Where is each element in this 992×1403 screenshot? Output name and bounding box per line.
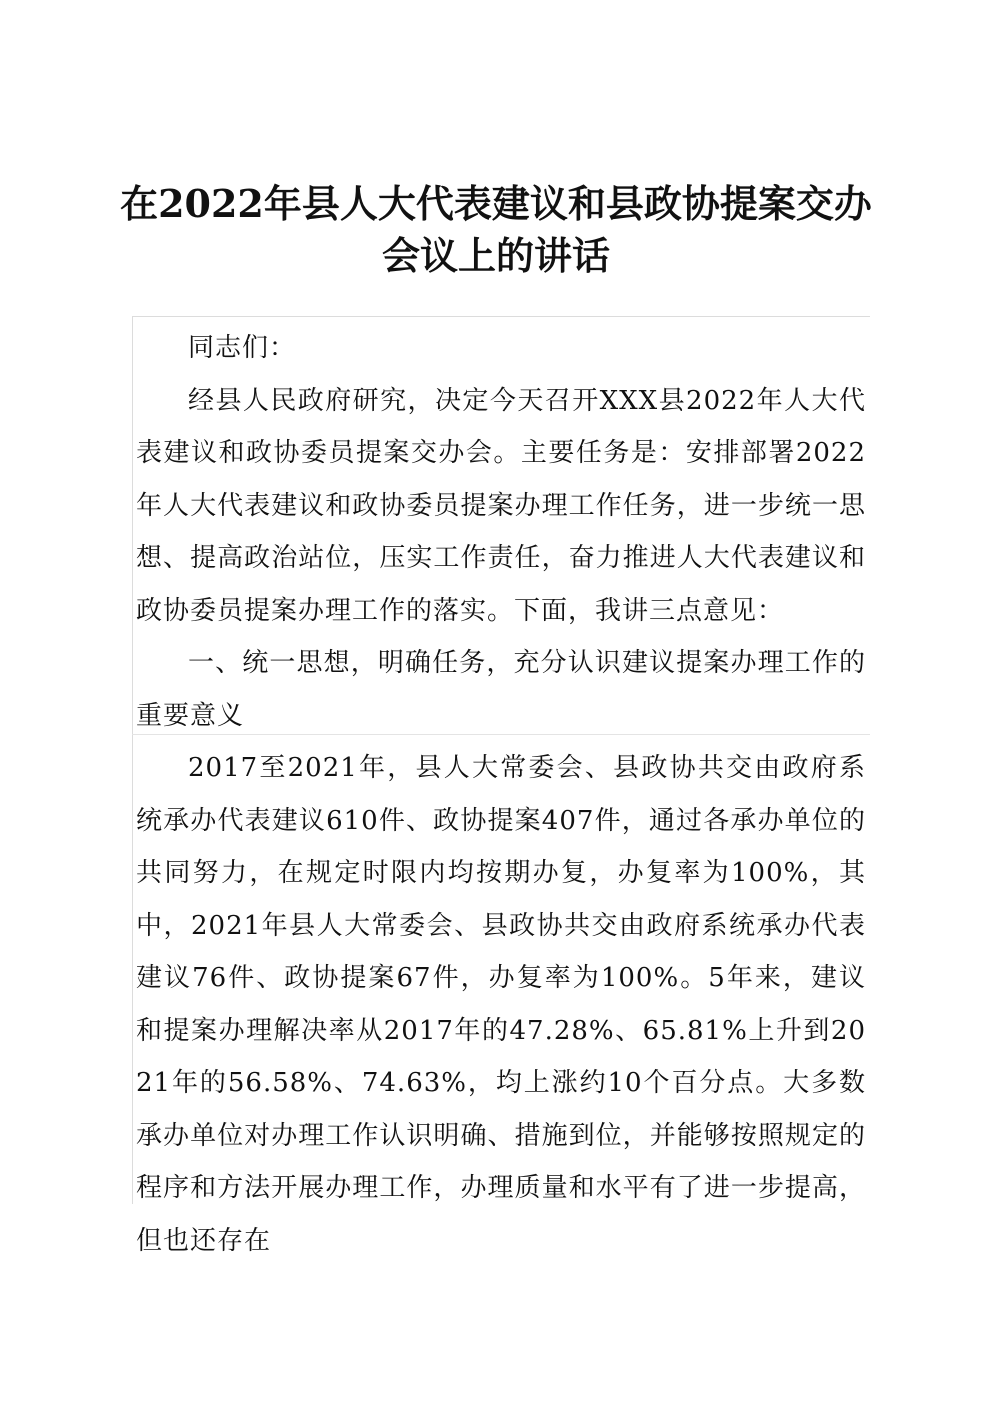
- paragraph-statistics: 2017至2021年，县人大常委会、县政协共交由政府系统承办代表建议610件、政协提案407件，通过各承办单位的共同努力，在规定时限内均按期办复，办复率为100%，其中，2021年县人大常委会、县政协共交由政府系统承办代表建议76件、政协提案67件，办复率为100%。5年来，建议和提案办理解决率从2017年的47.28%、65.81%上升到2021年的56.58%、74.63%，均上涨约10个百分点。大多数承办单位对办理工作认识明确、措施到位，并能够按照规定的程序和方法开展办理工作，办理质量和水平有了进一步提高，但也还存在: [136, 753, 866, 1256]
- title-line-2: 会议上的讲话: [381, 233, 610, 278]
- salutation: 同志们：: [188, 333, 297, 363]
- section-heading-1: 一、统一思想，明确任务，充分认识建议提案办理工作的重要意义: [136, 648, 866, 731]
- document-title: [110, 178, 882, 282]
- frame-top-rule: [132, 316, 870, 317]
- frame-left-rule: [132, 316, 133, 1204]
- title-line-1: 在2022年县人大代表建议和县政协提案交办: [120, 181, 872, 226]
- document-body: [136, 322, 866, 1267]
- paragraph-intro: 经县人民政府研究，决定今天召开XXX县2022年人大代表建议和政协委员提案交办会。主要任务是：安排部署2022年人大代表建议和政协委员提案办理工作任务，进一步统一思想、提高政治站位，压实工作责任，奋力推进人大代表建议和政协委员提案办理工作的落实。下面，我讲三点意见：: [136, 385, 866, 626]
